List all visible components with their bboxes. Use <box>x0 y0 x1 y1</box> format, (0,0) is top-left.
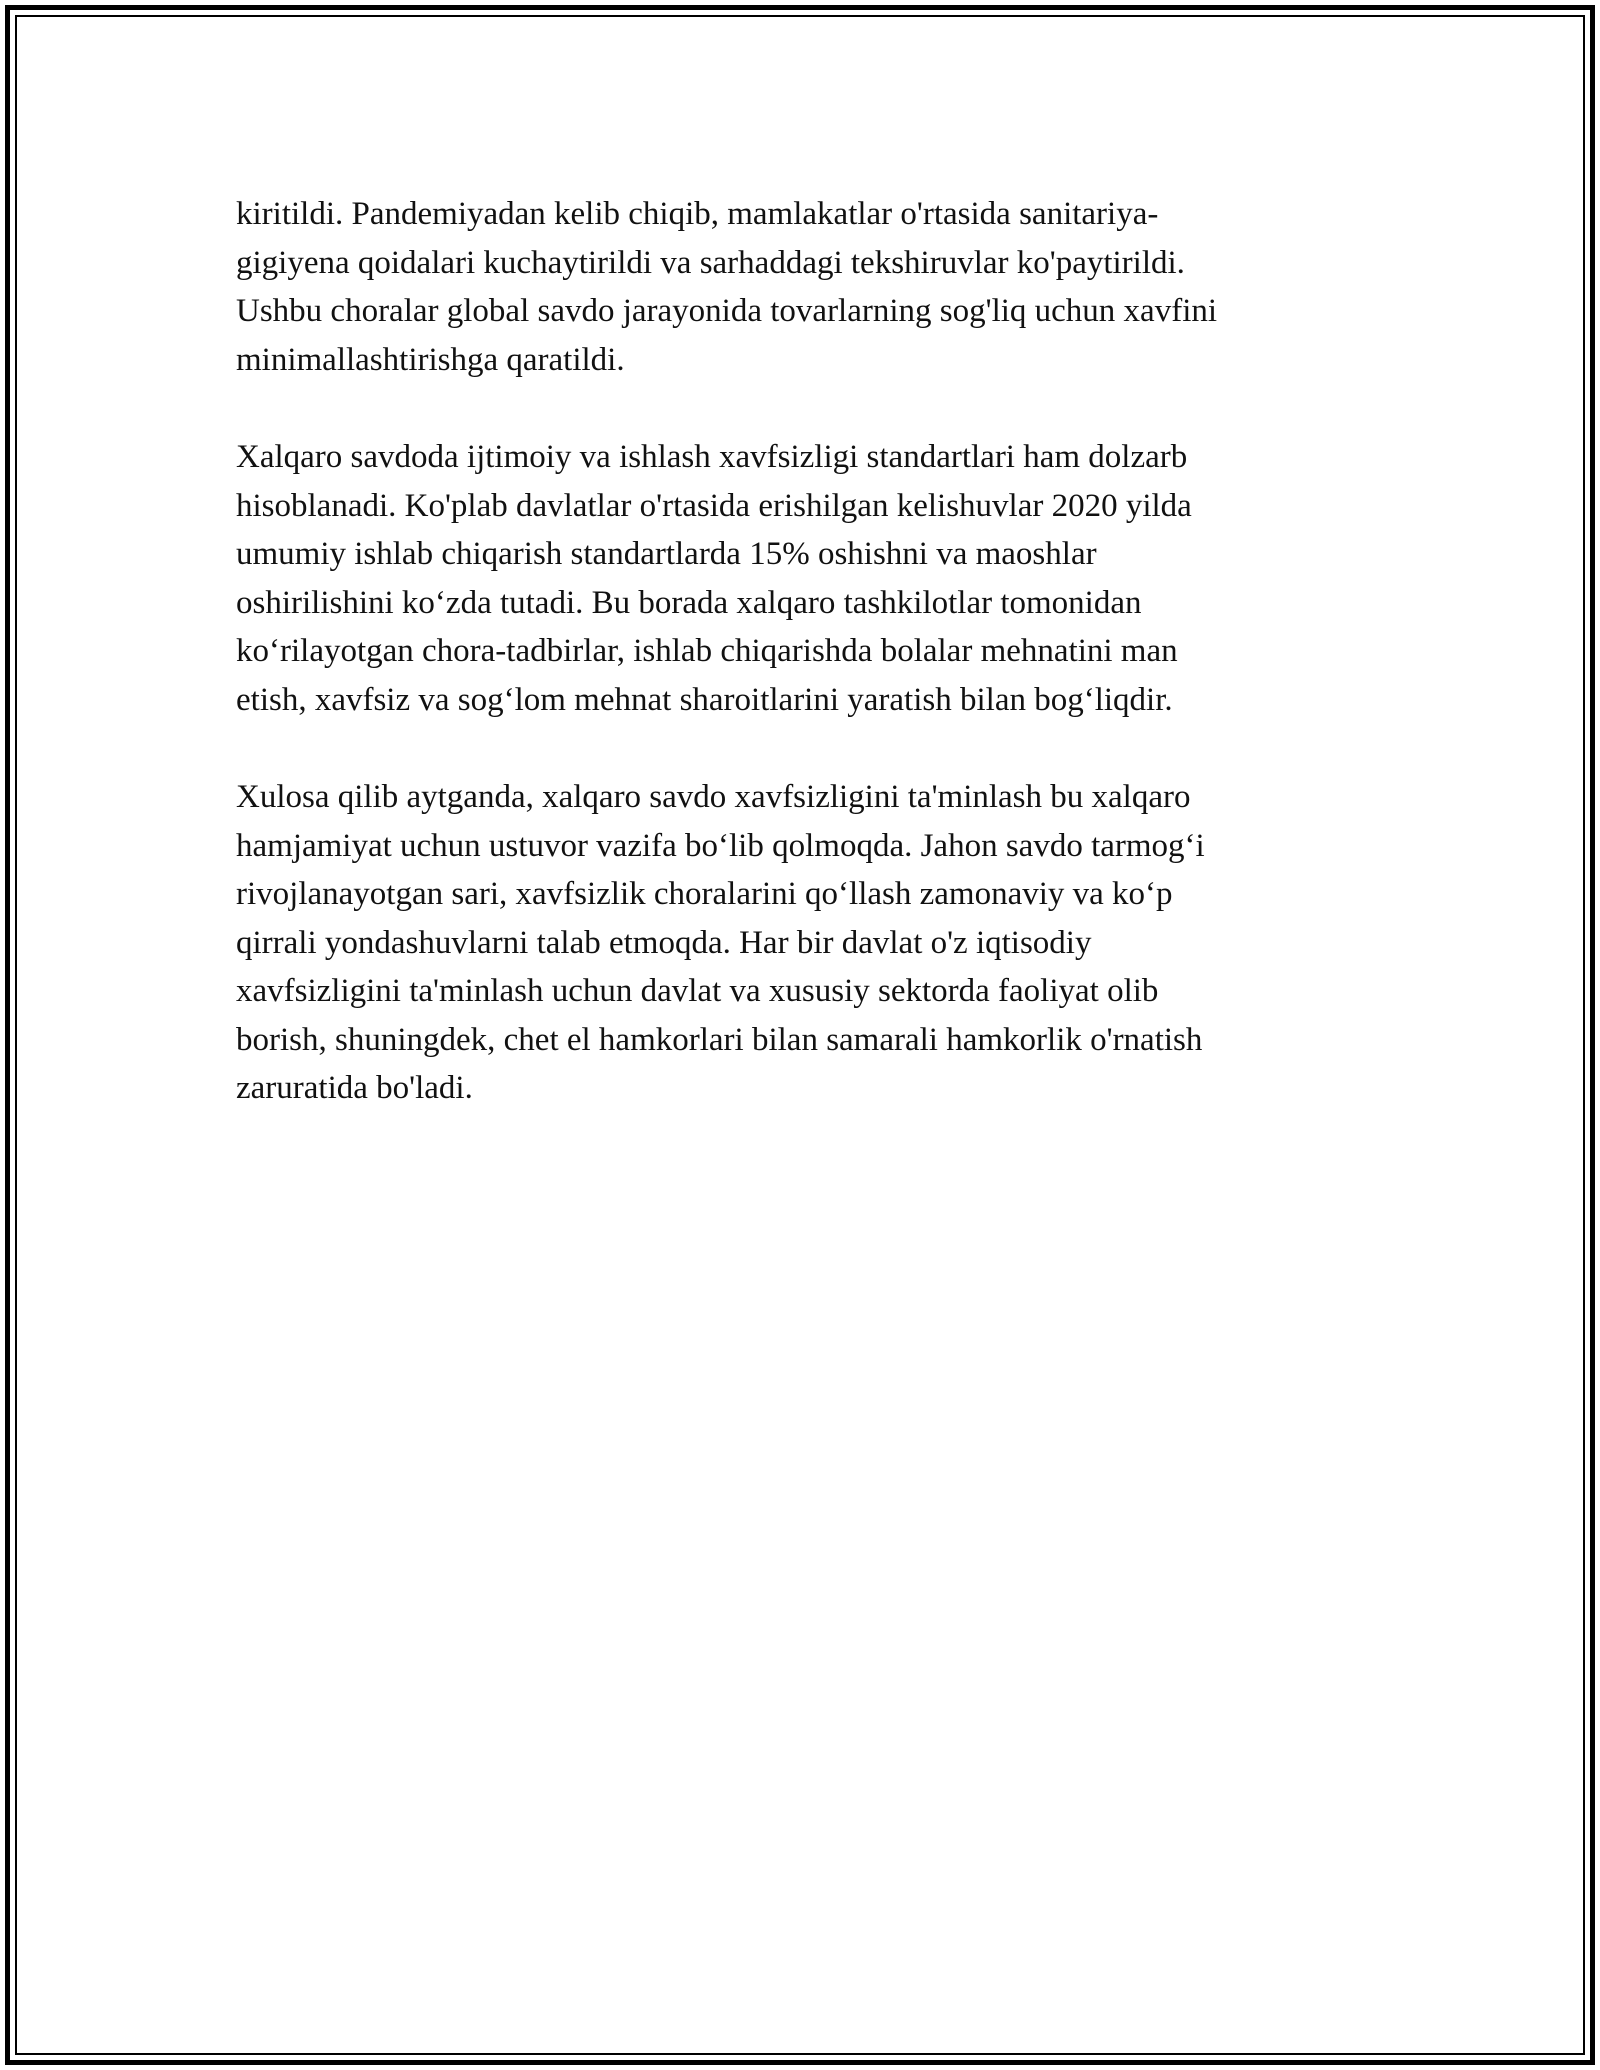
paragraph-2: Xalqaro savdoda ijtimoiy va ishlash xavfsizligi standartlari ham dolzarb hisoblanadi. Ko'plab davlatlar o'rtasida erishilgan kelishuvlar 2020 yilda umumiy ishlab chiqarish standartlarda 15% oshishni va maoshlar oshirilishini ko‘zda tutadi. Bu borada xalqaro tashkilotlar tomonidan ko‘rilayotgan chora-tadbirlar, ishlab chiqarishda bolalar mehnatini man etish, xavfsiz va sog‘lom mehnat sharoitlarini yaratish bilan bog‘liqdir. <box>236 439 1192 718</box>
paragraph-1: kiritildi. Pandemiyadan kelib chiqib, mamlakatlar o'rtasida sanitariya- gigiyena qoidalari kuchaytirildi va sarhaddagi tekshiruvlar ko'paytirildi. Ushbu choralar global savdo jarayonida tovarlarning sog'liq uchun xavfini minimallashtirishga qaratildi. <box>236 196 1218 378</box>
document-body <box>236 190 1336 1162</box>
paragraph-3: Xulosa qilib aytganda, xalqaro savdo xavfsizligini ta'minlash bu xalqaro hamjamiyat uchun ustuvor vazifa bo‘lib qolmoqda. Jahon savdo tarmog‘i rivojlanayotgan sari, xavfsizlik choralarini qo‘llash zamonaviy va ko‘p qirrali yondashuvlarni talab etmoqda. Har bir davlat o'z iqtisodiy xavfsizligini ta'minlash uchun davlat va xususiy sektorda faoliyat olib borish, shuningdek, chet el hamkorlari bilan samarali hamkorlik o'rnatish zaruratida bo'ladi. <box>236 779 1205 1106</box>
